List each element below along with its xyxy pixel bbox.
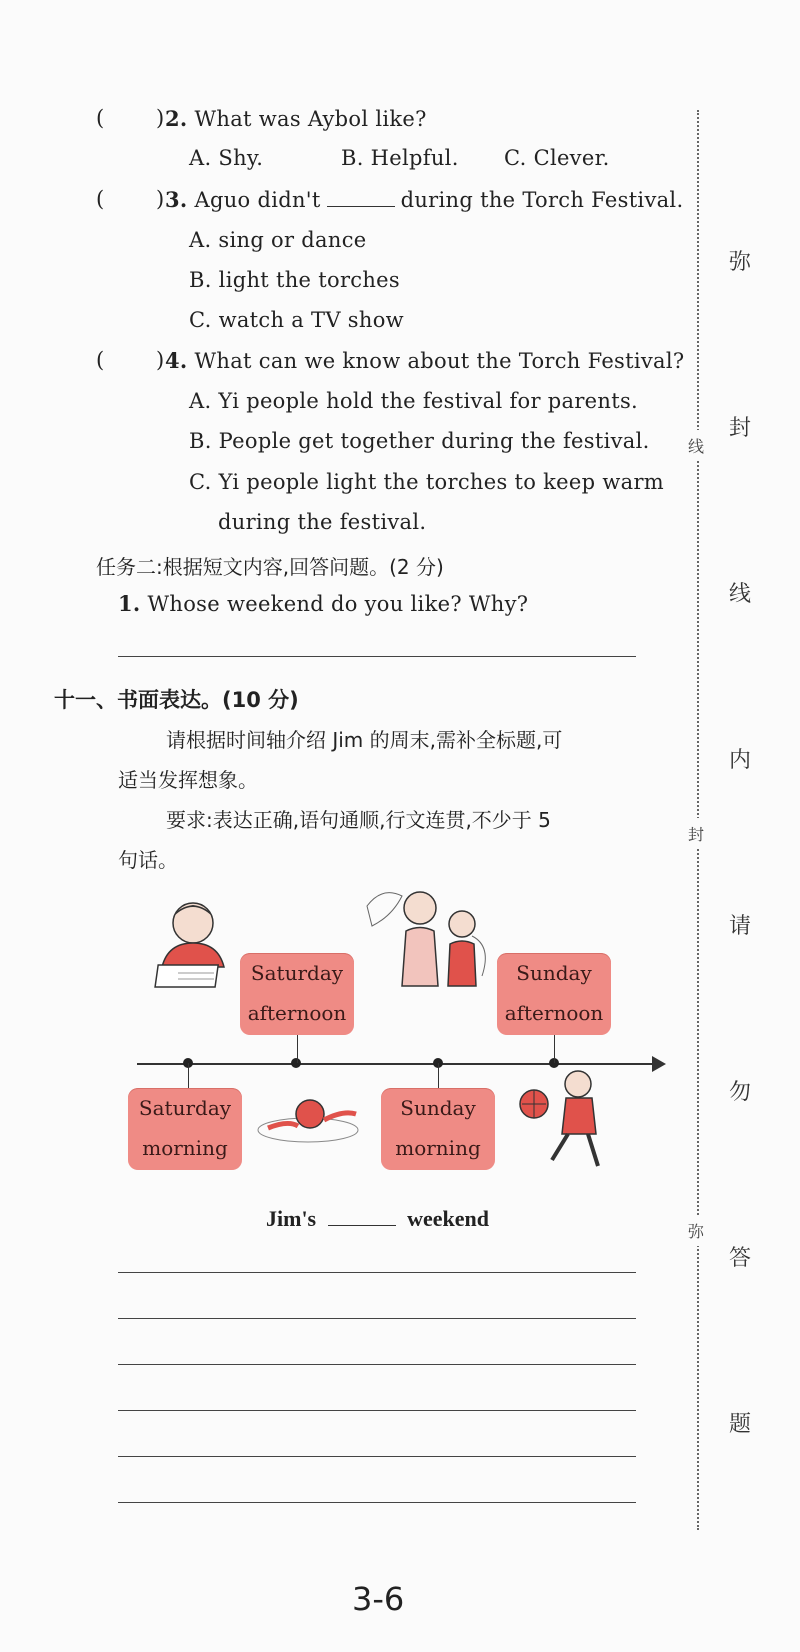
label-line: Saturday (250, 961, 344, 985)
label-line: afternoon (504, 1001, 604, 1025)
timeline-arrow (652, 1056, 666, 1072)
question-text: Whose weekend do you like? Why? (147, 592, 529, 616)
writing-line[interactable] (118, 1410, 636, 1411)
basketball-player-illustration (512, 1068, 616, 1172)
sidebar-char: 题 (729, 1412, 752, 1437)
question-stem: What was Aybol like? (194, 107, 427, 131)
title-blank[interactable] (328, 1207, 396, 1226)
connector-line (188, 1063, 189, 1088)
answer-paren-close-2: ) (156, 106, 165, 130)
page-number: 3-6 (352, 1580, 405, 1618)
writing-line[interactable] (118, 1502, 636, 1503)
option-b: B. People get together during the festival. (189, 429, 650, 453)
instruction-line-1: 请根据时间轴介绍 Jim 的周末,需补全标题,可 (166, 728, 563, 752)
essay-title (266, 1206, 489, 1232)
label-line: Saturday (138, 1096, 232, 1120)
answer-paren-close-4: ) (156, 348, 165, 372)
dotted-label: 封 (688, 818, 704, 849)
answer-paren-3[interactable]: ( (96, 187, 105, 211)
question-number: 3. (165, 187, 188, 212)
timeline-point (291, 1058, 301, 1068)
sidebar-char: 内 (729, 748, 752, 773)
sidebar-char: 弥 (729, 250, 752, 275)
option-a: A. sing or dance (189, 228, 367, 252)
option-c-continued: during the festival. (218, 510, 427, 534)
dotted-label: 线 (688, 430, 704, 461)
question-3 (165, 187, 683, 212)
question-2 (165, 106, 427, 131)
title-suffix: weekend (407, 1206, 490, 1231)
connector-line (297, 1035, 298, 1063)
timeline-label-saturday-afternoon (240, 953, 354, 1035)
swimmer-illustration (248, 1090, 368, 1150)
dotted-label: 弥 (688, 1215, 704, 1246)
option-b: B. Helpful. (341, 146, 459, 170)
writing-line[interactable] (118, 1318, 636, 1319)
answer-paren-4[interactable]: ( (96, 348, 105, 372)
option-a: A. Shy. (189, 146, 264, 170)
family-illustration (362, 886, 496, 990)
option-c: C. Yi people light the torches to keep warm (189, 470, 665, 494)
title-prefix: Jim's (266, 1206, 317, 1231)
label-line: Sunday (516, 961, 592, 985)
question-number: 4. (165, 348, 188, 373)
writing-line[interactable] (118, 1272, 636, 1273)
sidebar-char: 答 (729, 1246, 752, 1271)
requirement-line-1: 要求:表达正确,语句通顺,行文连贯,不少于 5 (166, 808, 551, 832)
task2-heading: 任务二:根据短文内容,回答问题。(2 分) (96, 555, 444, 579)
label-line: morning (395, 1136, 481, 1160)
section-heading: 十一、书面表达。(10 分) (54, 688, 299, 712)
question-stem-post: during the Torch Festival. (400, 188, 684, 212)
requirement-line-2: 句话。 (118, 848, 178, 872)
timeline-label-saturday-morning (128, 1088, 242, 1170)
connector-line (554, 1035, 555, 1063)
instruction-line-2: 适当发挥想象。 (118, 768, 258, 792)
task2-question (118, 591, 528, 616)
timeline-label-sunday-morning (381, 1088, 495, 1170)
answer-paren-2[interactable]: ( (96, 106, 105, 130)
boy-writing-illustration (148, 895, 238, 990)
option-c: C. watch a TV show (189, 308, 404, 332)
label-line: Sunday (400, 1096, 476, 1120)
answer-line[interactable] (118, 656, 636, 657)
question-number: 2. (165, 106, 188, 131)
answer-paren-close-3: ) (156, 187, 165, 211)
sidebar-char: 请 (729, 914, 752, 939)
writing-line[interactable] (118, 1364, 636, 1365)
sidebar-char: 勿 (729, 1080, 752, 1105)
fill-blank[interactable] (327, 188, 395, 207)
label-line: afternoon (247, 1001, 347, 1025)
question-number: 1. (118, 591, 141, 616)
sidebar-char: 线 (729, 582, 752, 607)
question-stem: What can we know about the Torch Festival? (194, 349, 685, 373)
question-stem-pre: Aguo didn't (194, 188, 321, 212)
connector-line (438, 1063, 439, 1088)
option-b: B. light the torches (189, 268, 400, 292)
sidebar-char: 封 (729, 416, 752, 441)
label-line: morning (142, 1136, 228, 1160)
option-c: C. Clever. (504, 146, 610, 170)
question-4 (165, 348, 684, 373)
option-a: A. Yi people hold the festival for parents. (189, 389, 639, 413)
timeline-axis (137, 1063, 657, 1065)
writing-line[interactable] (118, 1456, 636, 1457)
timeline-label-sunday-afternoon (497, 953, 611, 1035)
